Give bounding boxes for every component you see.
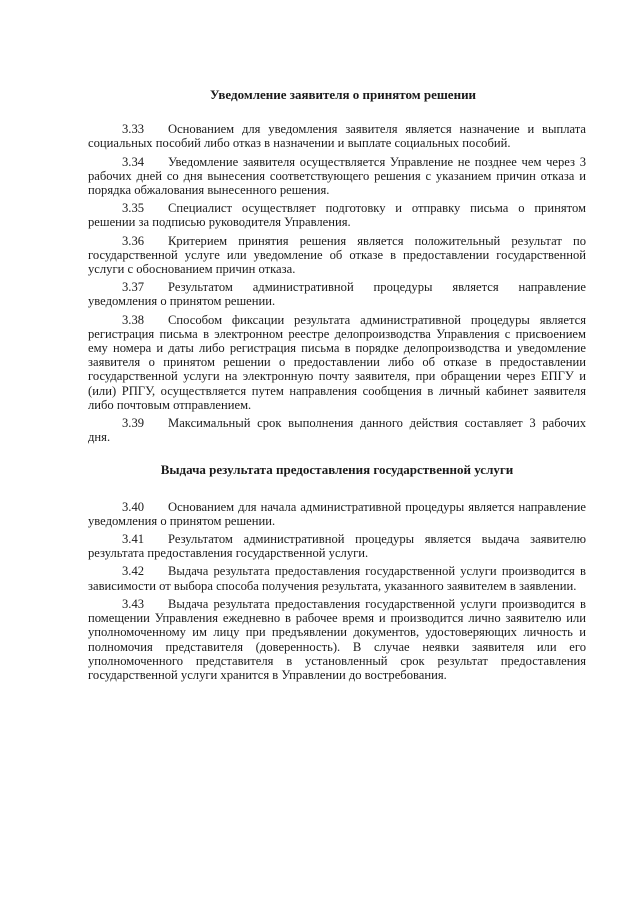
paragraph-number: 3.41 [122, 532, 145, 547]
paragraph-number: 3.40 [122, 499, 145, 514]
section-notification [88, 88, 586, 444]
paragraph-number: 3.33 [122, 122, 145, 137]
paragraph-number: 3.39 [122, 416, 145, 431]
paragraph-3-41 [88, 532, 586, 560]
paragraph-text: Выдача результата предоставления государственной услуги производится в помещении Управления ежедневно в рабочее время и производится лично заявителю или уполномоченному им лицу при предъявлении документов, удостоверяющих личность и полномочия представителя (доверенность). В случае неявки заявителя или его уполномоченного представителя в установленный срок результат предоставления государственной услуги хранится в Управлении до востребования. [88, 596, 586, 682]
section-heading: Выдача результата предоставления государственной услуги [160, 462, 514, 478]
paragraph-text: Основанием для уведомления заявителя является назначение и выплата социальных пособий либо отказ в назначении и выплате социальных пособий. [88, 122, 586, 151]
paragraph-text: Результатом административной процедуры является направление уведомления о принятом решении. [88, 280, 586, 309]
paragraph-text: Специалист осуществляет подготовку и отправку письма о принятом решении за подписью руководителя Управления. [88, 201, 586, 230]
paragraph-text: Максимальный срок выполнения данного действия составляет 3 рабочих дня. [88, 416, 586, 445]
paragraph-text: Результатом административной процедуры является выдача заявителю результата предоставления государственной услуги. [88, 532, 586, 561]
paragraph-3-43 [88, 597, 586, 682]
paragraph-text: Уведомление заявителя осуществляется Управление не позднее чем через 3 рабочих дней со дня вынесения соответствующего решения с указанием причин отказа и порядка обжалования вынесенного решения. [88, 154, 586, 198]
paragraph-text: Критерием принятия решения является положительный результат по государственной услуге или уведомление об отказе в предоставлении государственной услуги с обоснованием причин отказа. [88, 233, 586, 277]
paragraph-number: 3.34 [122, 154, 145, 169]
paragraph-3-33 [88, 122, 586, 150]
paragraph-3-40 [88, 500, 586, 528]
paragraph-3-34 [88, 155, 586, 198]
paragraph-number: 3.42 [122, 564, 145, 579]
paragraph-3-39 [88, 416, 586, 444]
paragraph-3-35 [88, 201, 586, 229]
paragraph-text: Основанием для начала административной процедуры является направление уведомления о принятом решении. [88, 499, 586, 528]
paragraph-number: 3.43 [122, 596, 145, 611]
paragraph-number: 3.35 [122, 201, 145, 216]
paragraph-3-38 [88, 313, 586, 412]
paragraph-3-36 [88, 234, 586, 277]
section-result-issuance [88, 463, 586, 682]
paragraph-text: Способом фиксации результата административной процедуры является регистрация письма в электронном реестре делопроизводства Управления с присвоением ему номера и даты либо регистрация письма в порядке делопроизводства и уведомление заявителя о принятом решении о предоставлении либо об отказе в предоставлении государственной услуги на электронную почту заявителя, при обращении через ЕПГУ и (или) РПГУ, осуществляется путем направления сообщения в личный кабинет заявителя либо почтовым отправлением. [88, 312, 586, 412]
document-body [88, 88, 586, 686]
paragraph-number: 3.36 [122, 233, 145, 248]
section-heading: Уведомление заявителя о принятом решении [209, 87, 477, 102]
paragraph-number: 3.37 [122, 280, 145, 295]
paragraph-3-37 [88, 280, 586, 308]
paragraph-3-42 [88, 564, 586, 592]
paragraph-number: 3.38 [122, 312, 145, 327]
paragraph-text: Выдача результата предоставления государственной услуги производится в зависимости от выбора способа получения результата, указанного заявителем в заявлении. [88, 564, 586, 593]
